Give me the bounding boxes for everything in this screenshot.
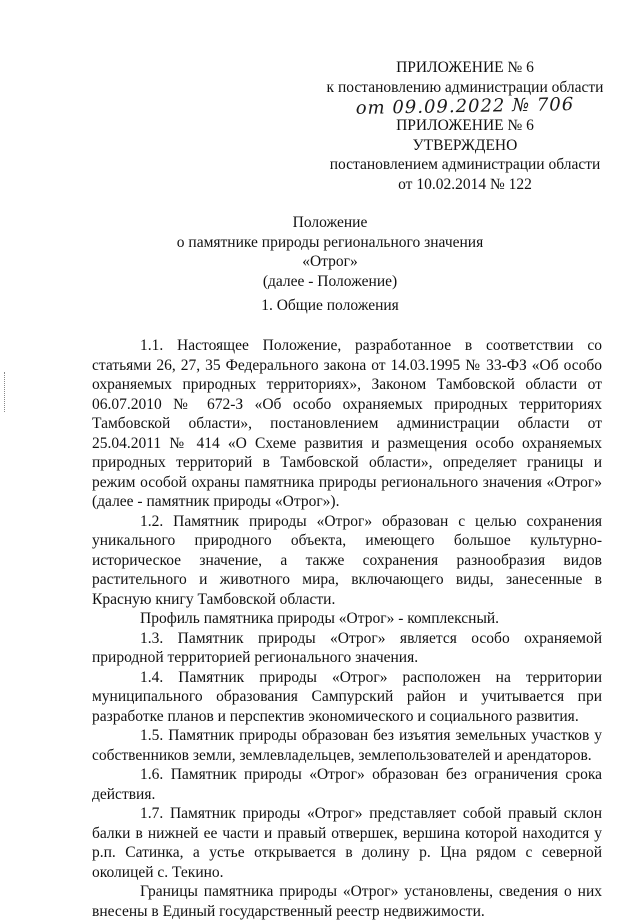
title-line-1: Положение — [292, 214, 368, 231]
paragraph-1-6: 1.6. Памятник природы «Отрог» образован без ограничения срока действия. — [92, 766, 602, 803]
title-line-4: (далее - Положение) — [262, 272, 398, 290]
section-heading: 1. Общие положения — [261, 297, 399, 314]
document-title — [90, 213, 570, 291]
paragraph-1-1: 1.1. Настоящее Положение, разработанное в соответствии со статьями 26, 27, 35 Федерального закона от 14.03.1995 № 33-ФЗ «Об особо охраняемых природных территориях», Законом Тамбовской области от 06.07.2010 № 672-З «Об особо охраняемых природных территориях Тамбовской области», постановлением администрации области от 25.04.2011 № 414 «О Схеме развития и размещения особо охраняемых природных территорий в Тамбовской области», определяет границы и режим особой охраны памятника природы регионального значения «Отрог» (далее - памятник природы «Отрог»). — [92, 337, 602, 510]
paragraph-1-4: 1.4. Памятник природы «Отрог» расположен на территории муниципального образования Сампурский район и учитывается при разработке планов и перспектив экономического и социального развития. — [92, 668, 602, 725]
attachment-reference: к постановлению администрации области — [326, 78, 604, 96]
paragraph-borders: Границы памятника природы «Отрог» установлены, сведения о них внесены в Единый государственный реестр недвижимости. — [92, 883, 602, 920]
approved-by: постановлением администрации области — [329, 156, 601, 173]
attachment-number: ПРИЛОЖЕНИЕ № 6 — [396, 59, 534, 76]
handwritten-date-number: от 09.09.2022 № 706 — [355, 94, 575, 119]
approved-date: от 10.02.2014 № 122 — [398, 175, 532, 193]
attachment-number-original: ПРИЛОЖЕНИЕ № 6 — [396, 117, 534, 134]
title-line-2: о памятнике природы регионального значения — [176, 233, 484, 251]
document-body — [92, 336, 602, 921]
attachment-header — [320, 58, 610, 194]
scan-edge-mark — [4, 372, 7, 412]
title-line-3: «Отрог» — [302, 253, 358, 270]
paragraph-1-5: 1.5. Памятник природы образован без изъятия земельных участков у собственников земли, землевладельцев, землепользователей и арендаторов. — [92, 727, 602, 764]
paragraph-profile: Профиль памятника природы «Отрог» - комплексный. — [140, 610, 500, 627]
paragraph-1-3: 1.3. Памятник природы «Отрог» является особо охраняемой природной территорией регионального значения. — [92, 629, 602, 666]
approved-label: УТВЕРЖДЕНО — [412, 136, 518, 154]
paragraph-1-7: 1.7. Памятник природы «Отрог» представляет собой правый склон балки в нижней ее части и правый отвершек, вершина которой находится у р.п. Сатинка, а устье открывается в долину р. Цна рядом с северной околицей с. Текино. — [92, 805, 602, 881]
paragraph-1-2: 1.2. Памятник природы «Отрог» образован с целью сохранения уникального природного объекта, имеющего большое культурно-историческое значение, а также сохранения разнообразия видов растительного и животного мира, включающего виды, занесенные в Красную книгу Тамбовской области. — [92, 512, 602, 608]
